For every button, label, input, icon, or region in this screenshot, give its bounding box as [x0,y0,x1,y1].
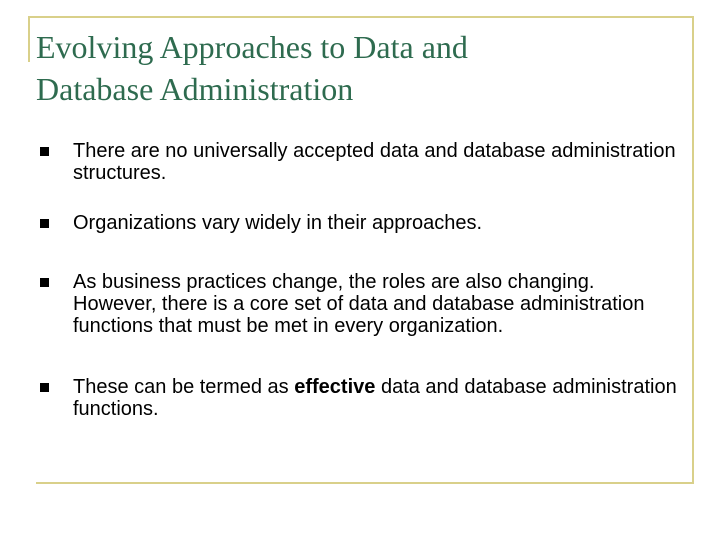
square-bullet-icon [40,219,49,228]
bullet-item [40,271,680,337]
square-bullet-icon [40,278,49,287]
bullet-text: As business practices change, the roles are also changing. However, there is a core set of data and database administration functions that must be met in every organization. [73,271,645,337]
bullet-item [40,376,680,420]
slide-title [36,26,676,110]
frame-right-line [692,16,694,482]
frame-left-line [28,16,30,62]
bullet-item [40,212,680,234]
bullet-text-end: data and database administration functions. [73,376,677,420]
square-bullet-icon [40,383,49,392]
bullet-text: Organizations vary widely in their approaches. [73,212,483,234]
slide-title-line-1: Evolving Approaches to Data and [36,29,468,65]
slide-title-line-2: Database Administration [36,71,354,107]
bullet-text [73,376,677,420]
bullet-text-start: These can be termed as [73,376,295,398]
bullet-text-emphasis: effective [294,376,376,398]
square-bullet-icon [40,147,49,156]
bullet-item [40,140,680,184]
bullet-list [40,140,680,448]
bullet-text: There are no universally accepted data and database administration structures. [73,140,676,184]
frame-bottom-line [36,482,694,484]
frame-top-line [28,16,694,18]
